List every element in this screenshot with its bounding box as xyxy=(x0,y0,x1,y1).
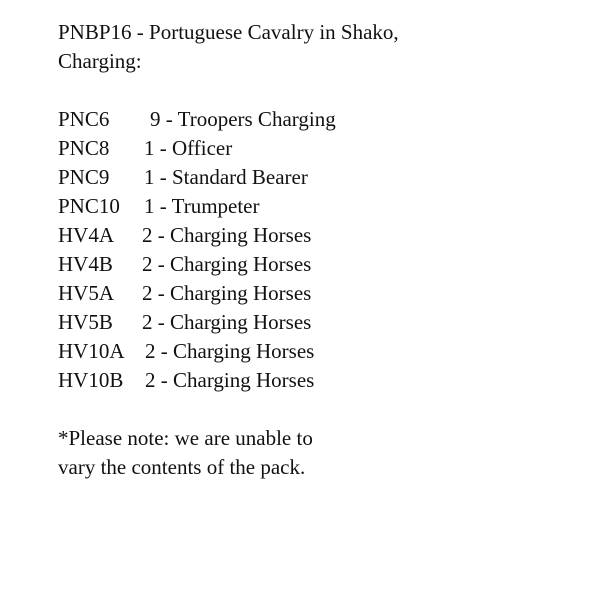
list-item xyxy=(58,221,578,250)
pack-title-line-2: Charging: xyxy=(58,49,142,73)
list-item xyxy=(58,308,578,337)
item-code: PNC9 xyxy=(58,165,110,189)
list-item xyxy=(58,105,578,134)
list-item xyxy=(58,366,578,395)
list-item xyxy=(58,279,578,308)
item-code: HV5B xyxy=(58,310,113,334)
list-item xyxy=(58,163,578,192)
item-description: 1 - Officer xyxy=(144,136,233,160)
list-item xyxy=(58,134,578,163)
item-description: 2 - Charging Horses xyxy=(142,281,312,305)
pack-title-line-1: PNBP16 - Portuguese Cavalry in Shako, xyxy=(58,20,399,44)
item-code: HV10B xyxy=(58,368,124,392)
contents-list xyxy=(58,105,578,395)
pack-note xyxy=(58,424,578,482)
item-description: 2 - Charging Horses xyxy=(142,223,312,247)
item-description: 1 - Standard Bearer xyxy=(144,165,308,189)
list-item xyxy=(58,192,578,221)
item-code: PNC8 xyxy=(58,136,110,160)
spacer xyxy=(58,76,578,105)
item-description: 2 - Charging Horses xyxy=(142,310,312,334)
item-description: 2 - Charging Horses xyxy=(142,252,312,276)
pack-description xyxy=(58,18,578,482)
item-code: PNC10 xyxy=(58,194,120,218)
item-code: HV10A xyxy=(58,339,125,363)
item-description: 1 - Trumpeter xyxy=(144,194,260,218)
item-code: HV4A xyxy=(58,223,114,247)
pack-title xyxy=(58,18,578,76)
item-description: 2 - Charging Horses xyxy=(145,368,315,392)
item-code: PNC6 xyxy=(58,107,110,131)
note-line-2: vary the contents of the pack. xyxy=(58,455,306,479)
spacer xyxy=(58,395,578,424)
item-description: 2 - Charging Horses xyxy=(145,339,315,363)
item-code: HV5A xyxy=(58,281,114,305)
list-item xyxy=(58,250,578,279)
list-item xyxy=(58,337,578,366)
item-code: HV4B xyxy=(58,252,113,276)
note-line-1: *Please note: we are unable to xyxy=(58,426,313,450)
item-description: 9 - Troopers Charging xyxy=(150,107,336,131)
